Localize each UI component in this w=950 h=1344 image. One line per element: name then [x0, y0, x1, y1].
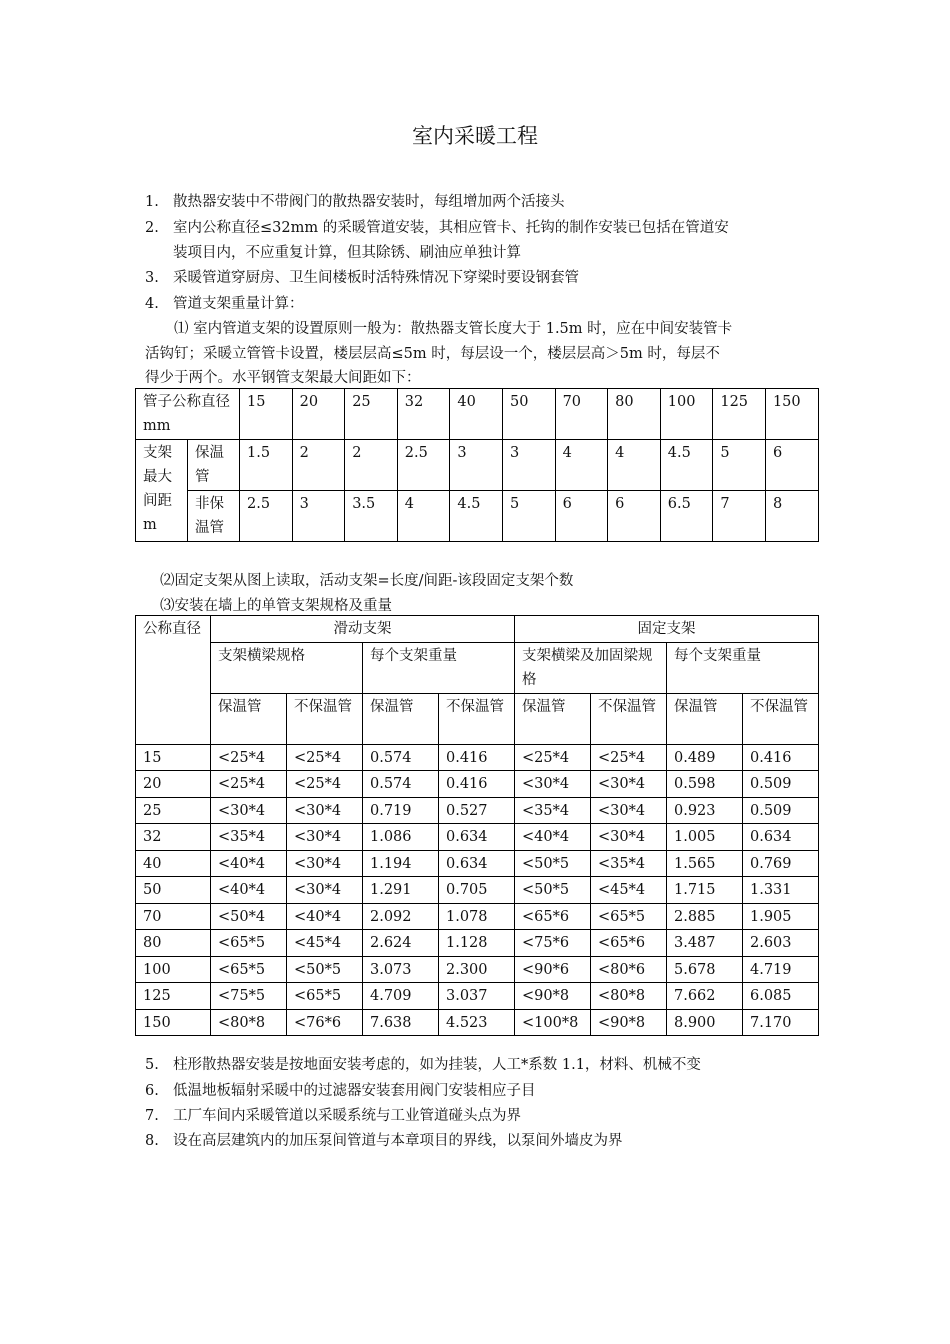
- table-cell: 6: [765, 440, 818, 491]
- table-cell: 0.574: [363, 744, 439, 771]
- header-cell: 保温管: [515, 693, 591, 744]
- table-cell: <30*4: [287, 850, 363, 877]
- table-cell: 1.5: [240, 440, 293, 491]
- list-item: [145, 218, 835, 264]
- table-cell: 0.634: [743, 824, 819, 851]
- item-number: 4.: [145, 296, 159, 312]
- header-cell: 保温管: [667, 693, 743, 744]
- table-cell: 2: [292, 440, 345, 491]
- header-cell: 滑动支架: [211, 616, 515, 643]
- table-cell: <30*4: [211, 797, 287, 824]
- table-cell: 0.769: [743, 850, 819, 877]
- table-row: [136, 850, 819, 877]
- table-cell: 2.624: [363, 930, 439, 957]
- table-cell: <25*4: [515, 744, 591, 771]
- header-cell: 40: [450, 389, 503, 440]
- table-cell: 4.709: [363, 983, 439, 1010]
- table-cell: 5: [713, 440, 766, 491]
- table-cell: 6: [555, 491, 608, 542]
- header-cell: 50: [502, 389, 555, 440]
- item-number: 6.: [145, 1083, 159, 1099]
- item-number: 7.: [145, 1108, 159, 1124]
- item-number: 8.: [145, 1133, 159, 1149]
- table-cell: <30*4: [591, 771, 667, 798]
- header-cell: 20: [292, 389, 345, 440]
- table-cell: <76*6: [287, 1009, 363, 1036]
- table-cell: 0.509: [743, 797, 819, 824]
- table-cell: 1.078: [439, 903, 515, 930]
- table-cell: 1.194: [363, 850, 439, 877]
- list-item: [145, 192, 835, 212]
- paragraph-line: 活钩钉；采暖立管管卡设置，楼层层高≤5m 时，每层设一个，楼层层高＞5m 时，每层不: [145, 346, 720, 362]
- table-row: [136, 1009, 819, 1036]
- table-cell: <30*4: [287, 797, 363, 824]
- table-row: [136, 440, 819, 491]
- table-cell: <80*6: [591, 956, 667, 983]
- table-cell: 1.715: [667, 877, 743, 904]
- row-label-cell: 非保温管: [188, 491, 240, 542]
- item-text: 散热器安装中不带阀门的散热器安装时，每组增加两个活接头: [173, 194, 565, 210]
- table-cell: <25*4: [591, 744, 667, 771]
- table-cell: <25*4: [287, 744, 363, 771]
- table-cell: 0.634: [439, 824, 515, 851]
- table-cell: 4: [397, 491, 450, 542]
- table-cell: 1.086: [363, 824, 439, 851]
- paragraph-line: ⑵固定支架从图上读取，活动支架=长度/间距-该段固定支架个数: [160, 573, 574, 589]
- table-cell: 6.5: [660, 491, 713, 542]
- table-cell: 0.416: [743, 744, 819, 771]
- diameter-cell: 15: [136, 744, 211, 771]
- table-cell: 3.037: [439, 983, 515, 1010]
- table-cell: <75*5: [211, 983, 287, 1010]
- table-cell: 6: [608, 491, 661, 542]
- table-cell: <65*6: [515, 903, 591, 930]
- table-cell: 3: [292, 491, 345, 542]
- diameter-cell: 70: [136, 903, 211, 930]
- table-cell: <25*4: [211, 744, 287, 771]
- row-label-cell: 保温管: [188, 440, 240, 491]
- table-cell: <40*4: [515, 824, 591, 851]
- table-cell: 0.489: [667, 744, 743, 771]
- item-text: 低温地板辐射采暖中的过滤器安装套用阀门安装相应子目: [173, 1083, 536, 1099]
- table-cell: <50*5: [515, 850, 591, 877]
- table-cell: <50*4: [211, 903, 287, 930]
- table-header-row: [136, 616, 819, 643]
- diameter-cell: 32: [136, 824, 211, 851]
- table-cell: <65*5: [287, 983, 363, 1010]
- table-cell: <25*4: [287, 771, 363, 798]
- item-number: 2.: [145, 220, 159, 236]
- header-cell: 125: [713, 389, 766, 440]
- table-cell: 5.678: [667, 956, 743, 983]
- support-spacing-table-body: [135, 388, 819, 542]
- paragraph-line: ⑶安装在墙上的单管支架规格及重量: [160, 598, 392, 614]
- table-cell: 1.331: [743, 877, 819, 904]
- paragraph-line: 得少于两个。水平钢管支架最大间距如下：: [145, 370, 421, 386]
- table-cell: 2.603: [743, 930, 819, 957]
- table-cell: <30*4: [591, 824, 667, 851]
- table-cell: <90*8: [591, 1009, 667, 1036]
- table-cell: 8.900: [667, 1009, 743, 1036]
- diameter-cell: 20: [136, 771, 211, 798]
- table-row: [136, 824, 819, 851]
- table-cell: <45*4: [287, 930, 363, 957]
- item-number: 1.: [145, 194, 159, 210]
- table-cell: 3.487: [667, 930, 743, 957]
- table-cell: <100*8: [515, 1009, 591, 1036]
- table-cell: 0.719: [363, 797, 439, 824]
- table-cell: 7.170: [743, 1009, 819, 1036]
- header-cell: 80: [608, 389, 661, 440]
- header-cell: 不保温管: [439, 693, 515, 744]
- table-row: [136, 903, 819, 930]
- table-cell: 7.662: [667, 983, 743, 1010]
- table-cell: 5: [502, 491, 555, 542]
- table-cell: <50*5: [515, 877, 591, 904]
- diameter-cell: 50: [136, 877, 211, 904]
- table-cell: 2.092: [363, 903, 439, 930]
- table-row: [136, 491, 819, 542]
- table-cell: 4.5: [450, 491, 503, 542]
- table-cell: 0.574: [363, 771, 439, 798]
- header-cell: 固定支架: [515, 616, 819, 643]
- table-header-row: [136, 642, 819, 693]
- header-cell: 支架横梁规格: [211, 642, 363, 693]
- header-cell: 不保温管: [591, 693, 667, 744]
- table-row: [136, 877, 819, 904]
- header-cell: 32: [397, 389, 450, 440]
- header-cell: 保温管: [363, 693, 439, 744]
- table-row: [136, 797, 819, 824]
- diameter-cell: 125: [136, 983, 211, 1010]
- table-cell: 1.905: [743, 903, 819, 930]
- table-cell: <40*4: [287, 903, 363, 930]
- table-cell: 8: [765, 491, 818, 542]
- table-cell: <65*6: [591, 930, 667, 957]
- table-cell: 3: [502, 440, 555, 491]
- table-row: [136, 956, 819, 983]
- table-cell: 0.598: [667, 771, 743, 798]
- header-cell: 150: [765, 389, 818, 440]
- header-cell: 25: [345, 389, 398, 440]
- table-cell: <35*4: [515, 797, 591, 824]
- diameter-cell: 40: [136, 850, 211, 877]
- table-cell: 3: [450, 440, 503, 491]
- table-cell: 3.073: [363, 956, 439, 983]
- table-cell: 2: [345, 440, 398, 491]
- table-cell: <30*4: [515, 771, 591, 798]
- list-item: [145, 268, 835, 288]
- table-row: [136, 771, 819, 798]
- table-header-row: [136, 693, 819, 744]
- table-cell: <90*6: [515, 956, 591, 983]
- header-cell: 公称直径: [136, 616, 211, 745]
- header-cell: 70: [555, 389, 608, 440]
- table-row: [136, 744, 819, 771]
- table-cell: 7.638: [363, 1009, 439, 1036]
- table-cell: 2.5: [240, 491, 293, 542]
- item-text: 柱形散热器安装是按地面安装考虑的，如为挂装，人工*系数 1.1，材料、机械不变: [173, 1057, 701, 1073]
- table-row: [136, 930, 819, 957]
- page-title: 室内采暖工程: [412, 124, 538, 148]
- header-cell: 每个支架重量: [667, 642, 819, 693]
- paragraph-line: ⑴ 室内管道支架的设置原则一般为：散热器支管长度大于 1.5m 时，应在中间安装管卡: [174, 321, 733, 337]
- table-cell: <30*4: [287, 824, 363, 851]
- header-cell: 保温管: [211, 693, 287, 744]
- item-text: 设在高层建筑内的加压泵间管道与本章项目的界线，以泵间外墙皮为界: [173, 1133, 623, 1149]
- table-cell: 0.923: [667, 797, 743, 824]
- table-cell: 2.5: [397, 440, 450, 491]
- item-text: 采暖管道穿厨房、卫生间楼板时活特殊情况下穿梁时要设钢套管: [173, 270, 579, 286]
- table-cell: 0.527: [439, 797, 515, 824]
- table-cell: <90*8: [515, 983, 591, 1010]
- group-label-cell: 支架最大间距m: [136, 440, 188, 542]
- table-cell: 3.5: [345, 491, 398, 542]
- table-cell: 0.416: [439, 771, 515, 798]
- table-body: [136, 744, 819, 1036]
- item-text: 管道支架重量计算：: [173, 296, 304, 312]
- table-cell: 0.634: [439, 850, 515, 877]
- header-cell: 每个支架重量: [363, 642, 515, 693]
- table-cell: 6.085: [743, 983, 819, 1010]
- header-cell: 100: [660, 389, 713, 440]
- table-cell: <40*4: [211, 877, 287, 904]
- item-number: 3.: [145, 270, 159, 286]
- header-cell: 不保温管: [287, 693, 363, 744]
- item-text: 工厂车间内采暖管道以采暖系统与工业管道碰头点为界: [173, 1108, 521, 1124]
- header-cell: 管子公称直径 mm: [136, 389, 240, 440]
- diameter-cell: 100: [136, 956, 211, 983]
- table-cell: <40*4: [211, 850, 287, 877]
- table-cell: <30*4: [287, 877, 363, 904]
- table-cell: 4.523: [439, 1009, 515, 1036]
- list-item: [145, 1131, 835, 1151]
- table-cell: 2.885: [667, 903, 743, 930]
- table-cell: <50*5: [287, 956, 363, 983]
- list-item: [145, 1106, 835, 1126]
- header-cell: 不保温管: [743, 693, 819, 744]
- diameter-cell: 150: [136, 1009, 211, 1036]
- table-cell: <45*4: [591, 877, 667, 904]
- table-cell: <80*8: [591, 983, 667, 1010]
- table-cell: 4: [608, 440, 661, 491]
- list-item: [145, 294, 835, 314]
- table-cell: <75*6: [515, 930, 591, 957]
- table-cell: 0.509: [743, 771, 819, 798]
- table-header-row: [136, 389, 819, 440]
- table-cell: 7: [713, 491, 766, 542]
- item-text-continuation: 装项目内，不应重复计算，但其除锈、刷油应单独计算: [173, 245, 521, 261]
- table-cell: <80*8: [211, 1009, 287, 1036]
- wall-support-table: [135, 615, 819, 1036]
- table-cell: 0.416: [439, 744, 515, 771]
- table-cell: 4.5: [660, 440, 713, 491]
- table-cell: <65*5: [211, 930, 287, 957]
- table-cell: 1.005: [667, 824, 743, 851]
- diameter-cell: 80: [136, 930, 211, 957]
- list-item: [145, 1055, 835, 1075]
- list-item: [145, 1081, 835, 1101]
- table-cell: 1.565: [667, 850, 743, 877]
- table-cell: 2.300: [439, 956, 515, 983]
- table-cell: <65*5: [211, 956, 287, 983]
- item-text: 室内公称直径≤32mm 的采暖管道安装，其相应管卡、托钩的制作安装已包括在管道安: [173, 220, 729, 236]
- diameter-cell: 25: [136, 797, 211, 824]
- table-cell: 4: [555, 440, 608, 491]
- table-cell: 1.128: [439, 930, 515, 957]
- table-cell: <30*4: [591, 797, 667, 824]
- table-cell: <65*5: [591, 903, 667, 930]
- table-row: [136, 983, 819, 1010]
- table-cell: <35*4: [591, 850, 667, 877]
- table-cell: <25*4: [211, 771, 287, 798]
- header-cell: 支架横梁及加固梁规格: [515, 642, 667, 693]
- table-cell: <35*4: [211, 824, 287, 851]
- table-cell: 4.719: [743, 956, 819, 983]
- item-number: 5.: [145, 1057, 159, 1073]
- table-cell: 1.291: [363, 877, 439, 904]
- table-cell: 0.705: [439, 877, 515, 904]
- header-cell: 15: [240, 389, 293, 440]
